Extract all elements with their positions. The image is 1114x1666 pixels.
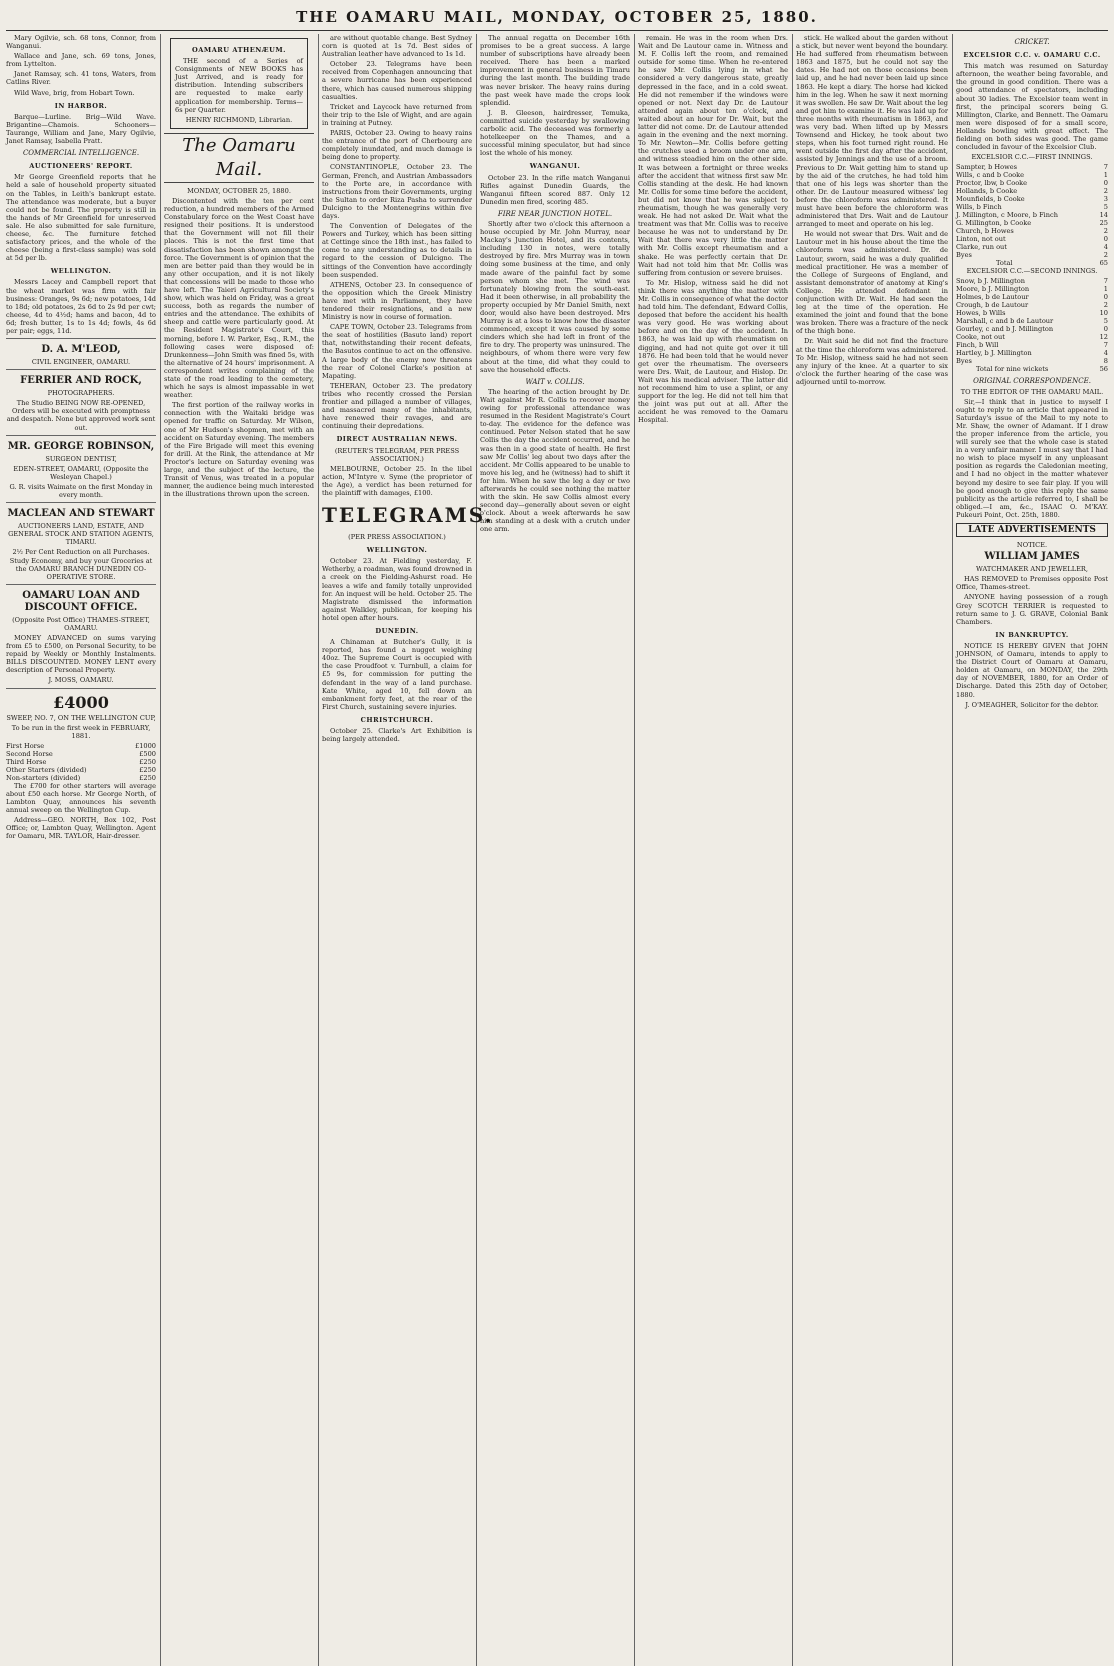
scorecard-heading: EXCELSIOR C.C.—SECOND INNINGS. (966, 267, 1098, 276)
table-row: Mounfields, b Cooke 3 (956, 195, 1108, 204)
commercial-heading: COMMERCIAL INTELLIGENCE. (22, 149, 140, 158)
court-case-report: To Mr. Hislop, witness said he did not think there was anything the matter with Mr. Collis in consequence of what the doctor had told him. The defendant, Edward Collis, deposed that before the accident his health was very good. He was working about before and on the day of the accident. In 1863, he was laid up with rheumatism on digging, and had not quite got over it till 1876. He had been told that he would never get over the rheumatism. The overseers were Drs. Wait, de Lautour, and Hislop. Dr. Wait was his medical adviser. The latter did not recommend him to use a splint, or any support for the leg. He did not tell him that the joint was put out at all. After the accident he was removed to the Oamaru Hospital. (638, 278, 788, 425)
loan-office-name: OAMARU LOAN AND DISCOUNT OFFICE. (22, 589, 140, 613)
christchurch-telegram: October 25. Clarke's Art Exhibition is being largely attended. (322, 727, 472, 744)
cricket-report: This match was resumed on Saturday afternoon, the weather being favorable, and the ground in good condition. There was a good attendance of spectators, including about 30 ladies. The Excelsior team went in first, the principal scorers being G. Millington, Clarke, and Bennett. The Oamaru men were disposed of for a small score, Hollands bowling with great effect. The fielding on both sides was good. The game concluded in favour of the Excelsior Club. (956, 62, 1108, 152)
late-ads-heading: LATE ADVERTISEMENTS (956, 523, 1108, 537)
bankruptcy-signature: J. O'MEAGHER, Solicitor for the debtor. (965, 700, 1099, 709)
column-divider (318, 34, 319, 1666)
table-row: Cooke, not out 12 (956, 333, 1108, 342)
harbour-list: Barque—Lurline. Brig—Wild Wave. Brigantine—Chamois. Schooners—Taurange, William and Jane, Mary Ogilvie, Janet Ramsay, Isabella Pratt. (6, 112, 156, 146)
photographer-ad (6, 369, 156, 431)
table-row: G. Millington, b Cooke 25 (956, 219, 1108, 228)
loan-office-address: (Opposite Post Office) THAMES-STREET, OAMARU. (12, 615, 150, 632)
column-5 (638, 34, 788, 1666)
fire-report: Shortly after two o'clock this afternoon a house occupied by Mr. John Murray, near Mackay's Junction Hotel, and its contents, including 130 in notes, were totally destroyed by fire. Mrs Murray was in town doing some business at the time, and only made aware of the painful fact by some person whom she met. The wind was fortunately blowing from the south-east. Had it been otherwise, in all probability the property occupied by Mr Daniel Smith, next door, would also have been destroyed. Mrs Murray is at a loss to know how the disaster commenced, except it was caused by some cinders which she had left in front of the fire to dry. The property was uninsured. The neighbours, of whom there were very few about at the time, did what they could to save the household effects. (480, 219, 630, 374)
table-row: J. Millington, c Moore, b Finch 14 (956, 211, 1108, 220)
masthead-title: THE OAMARU MAIL, MONDAY, OCTOBER 25, 1880. (296, 8, 818, 26)
dateline: MONDAY, OCTOBER 25, 1880. (187, 186, 291, 195)
direct-news-heading: DIRECT AUSTRALIAN NEWS. (336, 435, 458, 444)
editorial-paragraph: The first portion of the railway works in connection with the Waitaki bridge was opened for traffic on Saturday. Mr Wilson, one of Mr Hudson's shopmen, met with an accident on Saturday evening. The members of the Fire Brigade will meet this evening for drill. At the Rink, the attendance at Mr Proctor's lecture on Saturday evening was large, and the subject of the lecture, the Transit of Venus, was treated in a popular manner, the audience being much interested in the illustrations thrown upon the screen. (164, 401, 314, 499)
athenaeum-signature: HENRY RICHMOND, Librarian. (185, 115, 293, 124)
correspondence-address: TO THE EDITOR OF THE OAMARU MAIL. (960, 387, 1104, 396)
telegrams-heading: TELEGRAMS. (322, 503, 494, 528)
loan-office-body: MONEY ADVANCED on sums varying from £5 to £500, on Personal Security, to be repaid by Weekly or Monthly Instalments. BILLS DISCOUNTED. MONEY LENT every description of Personal Property. (6, 633, 156, 675)
cricket-heading: CRICKET. (1014, 38, 1050, 46)
article-paragraph: J. B. Gleeson, hairdresser, Temuka, committed suicide yesterday by swallowing carbolic acid. The deceased was formerly a hotelkeeper on the Thames, and a successful mining speculator, but had since lost the whole of his money. (480, 108, 630, 158)
photographer-role: PHOTOGRAPHERS. (47, 389, 115, 398)
notice-heading: NOTICE. (1016, 541, 1048, 550)
correspondence-heading: ORIGINAL CORRESPONDENCE. (973, 377, 1091, 386)
engineer-name: D. A. M'LEOD, (41, 344, 121, 356)
table-row: Proctor, lbw, b Cooke 0 (956, 179, 1108, 188)
sweep-subtitle: To be run in the first week in FEBRUARY, 1881. (11, 723, 151, 740)
cable-item: CONSTANTINOPLE, October 23. The German, French, and Austrian Ambassadors to the Porte are, in accordance with instructions from their Governments, urging the Sultan to order Riza Pasha to surrender Dulcigno to the Montenegrins within five days. (322, 163, 472, 220)
athenaeum-body: THE second of a Series of Consignments of NEW BOOKS has Just Arrived, and is ready for distribution. Intending subscribers are requested to make early application for membership. Terms—6s per Quarter. (175, 57, 303, 114)
court-case-report: remain. He was in the room when Drs. Wait and De Lautour came in. Witness and M. F. Collis left the room, and remained outside for some time. When he re-entered he saw Mr. Collis lying in what he considered a very dangerous state, greatly depressed in the face, and in a cold sweat. He did not remember if the windows were opened or not. Next day Dr. de Lautour attended again about ten o'clock, and waited about an hour for Dr. Wait, but the latter did not come. Dr. de Lautour attended again in the evening and the next morning. To Mr. Newton—Mr. Collis before getting the crutches used a broom under one arm, and witness steadied him on the other side. It was between a fortnight or three weeks after the accident that witness first saw Mr. Collis standing at the desk. He had known Mr. Collis for some time before the accident, but did not know that he was subject to rheumatism, though he was generally very weak. He had not asked Dr. Wait what the treatment was that Mr. Collis was to receive because he was not to understand by Dr. Wait that there was very little the matter with Mr. Collis except rheumatism and a shake. He was perfectly certain that Dr. Wait had not told him that Mr. Collis was suffering from contusion or severe bruises. (638, 34, 788, 277)
table-row: Third Horse £250 (6, 757, 156, 766)
shipping-line: Mary Ogilvie, sch. 68 tons, Connor, from Wanganui. (6, 34, 156, 51)
table-row: Finch, b Will 7 (956, 341, 1108, 350)
photographer-name: FERRIER AND ROCK, (20, 375, 142, 387)
dunedin-heading: DUNEDIN. (375, 627, 419, 635)
column-divider (792, 34, 793, 1666)
table-row: Hartley, b J. Millington 4 (956, 349, 1108, 358)
notice-name: WILLIAM JAMES (984, 551, 1080, 563)
wellington-heading: WELLINGTON. (366, 546, 428, 555)
column-7 (956, 34, 1108, 1666)
cable-item: TEHERAN, October 23. The predatory tribes who recently crossed the Persian frontier and pillaged a number of villages, and massacred many of the inhabitants, have renewed their ravages, and are continuing their depredations. (322, 381, 472, 431)
table-row: Holmes, b de Lautour 0 (956, 293, 1108, 302)
article-paragraph: are without quotable change. Best Sydney corn is quoted at 1s 7d. Best sides of Australian leather have advanced to 1s 1d. (322, 34, 472, 59)
court-case-report: He would not swear that Drs. Wait and de Lautour met in his house about the time the chloroform was administered. Dr. de Lautour, sworn, said he was a duly qualified medical practitioner. He was a member of the College of Surgeons of England, and assistant demonstrator of anatomy at King's College. He attended defendant in conjunction with Dr. Wait. He had seen the leg at the time of the operation. He examined the joint and found that the bone was broken. There was a fracture of the neck of the thigh bone. (796, 230, 949, 336)
header-rule (6, 30, 1108, 31)
notice-body: HAS REMOVED to Premises opposite Post Office, Thames-street. (956, 575, 1108, 592)
column-6 (796, 34, 948, 1666)
wanganui-telegram: October 23. In the rifle match Wanganui Rifles against Dunedin Guards, the Wanganui fifteen scored 887. Only 12 Dunedin men fired, scoring 485. (480, 173, 630, 206)
table-row: Crough, b de Lautour 2 (956, 301, 1108, 310)
cable-item: Tricket and Laycock have returned from their trip to the Isle of Wight, and are again in training at Putney. (322, 102, 472, 127)
column-divider (160, 34, 161, 1666)
wellington-telegram: October 23. At Fielding yesterday, F. Wetherby, a roadman, was found drowned in a creek on the Fielding-Ashurst road. He leaves a wife and family totally unprovided for. An inquest will be held. October 25. The Magistrate dismissed the information against Walkley, publican, for keeping his hotel open after hours. (322, 557, 472, 622)
table-row: Sampter, b Howes 7 (956, 163, 1108, 172)
table-row: Church, b Howes 2 (956, 227, 1108, 236)
cable-item: The Convention of Delegates of the Powers and Turkey, which has been sitting at Cettinge since the 18th inst., has failed to come to any understanding as to details in regard to the cession of Dulcigno. The sittings of the Convention have accordingly been suspended. (322, 222, 472, 279)
dentist-note: G. R. visits Waimate on the first Monday in every month. (9, 482, 153, 500)
dentist-role: SURGEON DENTIST, (45, 454, 117, 463)
terrier-notice: ANYONE having possession of a rough Grey SCOTCH TERRIER is requested to return same to J. G. GRAVE, Colonial Bank Chambers. (956, 593, 1108, 626)
shipping-line: Wild Wave, brig, from Hobart Town. (14, 88, 135, 97)
correspondence-letter: Sir,—I think that in justice to myself I ought to reply to an article that appeared in Saturday's issue of the Mail to my note to Mr. Shaw, the owner of Adamant. If I draw the proper inference from the article, you will surely see that the whole case is stated in a very unfair manner. I must say that I had no wish to place myself in any unpleasant position as regards the Caledonian meeting, and I had no object in the matter whatever beyond my desire to see fair play. If you will be good enough to give this reply the same publicity as the article referred to, I shall be obliged.—I am, &c., ISAAC O. M'KAY. Pukeuri Point, Oct. 25th, 1880. (956, 397, 1108, 519)
table-row: Hollands, b Cooke 2 (956, 187, 1108, 196)
auctioneer-note: 2½ Per Cent Reduction on all Purchases. Study Economy, and buy your Groceries at the OAMARU BRANCH DUNEDIN CO-OPERATIVE STORE. (9, 548, 153, 581)
auctioneer-role: AUCTIONEERS LAND, ESTATE, AND GENERAL STOCK AND STATION AGENTS, TIMARU. (8, 522, 154, 547)
table-row: Clarke, run out 4 (956, 243, 1108, 252)
direct-news-item: MELBOURNE, October 25. In the libel action, M'Intyre v. Syme (the proprietor of the Age), a verdict has been returned for the plaintiff with damages, £100. (322, 464, 472, 497)
scorecard-first-innings (956, 163, 1108, 267)
column-4 (480, 34, 630, 1666)
bankruptcy-heading: IN BANKRUPTCY. (995, 630, 1069, 639)
table-row: Second Horse £500 (6, 749, 156, 758)
dentist-name: MR. GEORGE ROBINSON, (7, 440, 155, 452)
engineer-role: CIVIL ENGINEER, OAMARU. (31, 358, 131, 367)
column-divider (634, 34, 635, 1666)
table-row: Byes 2 (956, 251, 1108, 260)
wanganui-heading: WANGANUI. (529, 162, 581, 171)
cable-item: October 23. Telegrams have been received from Copenhagen announcing that a severe hurricane has been experienced there, which has caused numerous shipping casualties. (322, 60, 472, 101)
cable-item: ATHENS, October 23. In consequence of the opposition which the Greek Ministry have met with in Parliament, they have tendered their resignations, and a new Ministry is now in course of formation. (322, 280, 472, 322)
table-row: Byes 8 (956, 357, 1108, 366)
sweep-address: Address—GEO. NORTH, Box 102, Post Office; or, Lambton Quay, Wellington. Agent for Oamaru, MR. TAYLOR, Hair-dresser. (6, 816, 156, 841)
dunedin-telegram: A Chinaman at Butcher's Gully, it is reported, has found a nugget weighing 40oz. The Supreme Court is occupied with the case Proudfoot v. Turnbull, a claim for £5 9s, for commission for putting the defendant in the way of a land purchase. Kate White, aged 10, fell down an embankment forty feet, at the rear of the First Church, sustaining severe injuries. (322, 638, 472, 711)
table-row: Wills, c and b Cooke 1 (956, 171, 1108, 180)
cricket-match-title: EXCELSIOR C.C. v. OAMARU C.C. (963, 51, 1101, 60)
cable-item: PARIS, October 23. Owing to heavy rains the entrance of the port of Cherbourg are completely inundated, and much damage is being done to property. (322, 129, 472, 162)
sweep-title: SWEEP, NO. 7, ON THE WELLINGTON CUP, (6, 713, 156, 722)
column-3 (322, 34, 494, 1666)
direct-news-source: (REUTER'S TELEGRAM, PER PRESS ASSOCIATION.) (334, 446, 460, 463)
table-row: Total for nine wickets 56 (976, 365, 1108, 374)
court-case-report: stick. He walked about the garden without a stick, but never went beyond the boundary. He had suffered from rheumatism between 1863 and 1875, but he could not say the dates. He had not on those occasions been laid up, and he had never been laid up since 1863. He kept a diary. The horse had kicked him in the leg. When he saw it next morning it was swollen. He saw Dr. Wait about the leg and got him to examine it. He was laid up for three months with rheumatism in 1863, and was very bad. When lifted up by Messrs Townsend and Hickey, he took about two steps, when his foot turned right round. He went outside the first day after the accident, assisted by Jennings and the use of a broom. Previous to Dr. Wait getting him to stand up by the aid of the crutches, he had told him that one of his legs was shorter than the other. Dr. de Lautour measured witness' leg before the chloroform was administered. It must have been before the chloroform was administered that Drs. Wait and de Lautour arranged to meet and operate on his leg. (796, 34, 948, 229)
athenaeum-ad (170, 38, 308, 129)
photographer-body: The Studio BEING NOW RE-OPENED, Orders will be executed with promptness and despatch. None but approved work sent out. (6, 399, 156, 432)
table-row: Linton, not out 0 (956, 235, 1108, 244)
fire-heading: FIRE NEAR JUNCTION HOTEL. (497, 209, 613, 218)
article-paragraph: The annual regatta on December 16th promises to be a great success. A large number of subscriptions have already been received. There has been a marked improvement in general business in Timaru during the last month. The building trade was never brisker. The heavy rains during the past week have made the crops look splendid. (480, 34, 630, 107)
table-row: Total 65 (996, 259, 1108, 268)
editorial-paragraph: Discontented with the ten per cent reduction, a hundred members of the Armed Constabulary force on the West Coast have resigned their positions. It is understood that the Government will not fill their places. This is not the first time that dissatisfaction has been shown amongst the force. The Government is of opinion that the men are better paid than they would be in any other occupation, and it is not likely that concessions will be made to those who have left. The Taieri Agricultural Society's show, which was held on Friday, was a great success, both as regards the number of entries and the attendance. The exhibits of sheep and cattle were particularly good. At the Resident Magistrate's Court, this morning, before I. W. Parker, Esq., R.M., the following cases were disposed of: Drunkenness—John Smith was fined 5s, with the alternative of 24 hours' imprisonment. A correspondent writes complaining of the state of the road leading to the cemetery, which he says is almost impassable in wet weather. (164, 196, 314, 400)
table-row: Wills, b Finch 5 (956, 203, 1108, 212)
loan-office-signature: J. MOSS, OAMARU. (48, 676, 114, 685)
harbour-heading: IN HARBOR. (54, 101, 108, 110)
auctioneer-ad (6, 502, 156, 581)
table-row: Snow, b J. Millington 7 (956, 277, 1108, 286)
auctioneers-report: Mr George Greenfield reports that he held a sale of household property situated on the Tables, in Leith's bankrupt estate. The attendance was moderate, but a buyer could not be found. The property is still in the hands of Mr Greenfield for unreserved sale. He also submitted for sale furniture, cheese, &c. The furniture fetched satisfactory prices, and the whole of the cheese (being a first-class sample) was sold at 5d per lb. (6, 173, 156, 263)
sweep-amount: £4000 (53, 692, 109, 712)
table-row: First Horse £1000 (6, 741, 156, 750)
christchurch-heading: CHRISTCHURCH. (360, 715, 434, 724)
table-row: Howes, b Wills 10 (956, 309, 1108, 318)
notice-trade: WATCHMAKER AND JEWELLER, (976, 565, 1088, 574)
column-divider (952, 34, 953, 1666)
table-row: Non-starters (divided) £250 (6, 773, 156, 782)
dentist-address: EDEN-STREET, OAMARU, (Opposite the Wesleyan Chapel.) (13, 464, 149, 481)
engineer-ad (6, 338, 156, 366)
sweep-ad (6, 688, 156, 841)
column-1 (6, 34, 156, 1666)
shipping-line: Janet Ramsay, sch. 41 tons, Waters, from Catlins River. (6, 70, 156, 87)
court-case-report: The hearing of the action brought by Dr. Wait against Mr R. Collis to recover money owing for professional attendance was resumed in the Resident Magistrate's Court to-day. The evidence for the defence was continued. Peter Nelson stated that he saw Collis the day the accident occurred, and he was then in a good state of health. He first saw Mr Collis' leg about two days after the accident. Mr Collis appeared to be unable to move his leg, and he (witness) had to shift it for him. When he saw the leg a day or two afterwards he could see nothing the matter with the skin. He saw Collis almost every second day—generally about seven or eight o'clock. About a week afterwards he saw him standing at a desk with a crutch under one arm. (480, 387, 630, 534)
table-row: Gourley, c and b J. Millington 0 (956, 325, 1108, 334)
court-case-heading: WAIT v. COLLIS. (525, 377, 585, 386)
wellington-heading: WELLINGTON. (50, 267, 112, 276)
loan-office-ad (6, 584, 156, 685)
sweep-note: The £700 for other starters will average about £50 each horse. Mr George North, of Lambton Quay, announces his seventh annual sweep on the Wellington Cup. (6, 781, 156, 815)
table-row: Moore, b J. Millington 1 (956, 285, 1108, 294)
scorecard-heading: EXCELSIOR C.C.—FIRST INNINGS. (971, 153, 1093, 162)
newspaper-flag: The Oamaru Mail. (164, 133, 314, 183)
auctioneer-name: MACLEAN AND STEWART (7, 508, 155, 520)
scorecard-second-innings (956, 277, 1108, 373)
sweep-prize-table (6, 742, 156, 782)
court-case-report: Dr. Wait said he did not find the fracture at the time the chloroform was administered. To Mr. Hislop, witness said he had not seen any injury of the knee. At a quarter to six o'clock the further hearing of the case was adjourned until to-morrow. (796, 337, 948, 386)
table-row: Other Starters (divided) £250 (6, 765, 156, 774)
page-header (0, 0, 1114, 32)
auctioneers-heading: AUCTIONEERS' REPORT. (29, 162, 133, 171)
shipping-line: Wallace and Jane, sch. 69 tons, Jones, from Lyttelton. (6, 52, 156, 69)
table-row: Marshall, c and b de Lautour 5 (956, 317, 1108, 326)
wellington-report: Messrs Lacey and Campbell report that the wheat market was firm with fair business: Oranges, 9s 6d; new potatoes, 14d to 18d; old potatoes, 2s 6d to 2s 9d per cwt; cheese, 4d to 4½d; hams and bacon, 4d to 6d; fresh butter, 1s to 1s 4d; fowls, 4s 6d per pair; eggs, 11d. (6, 278, 156, 335)
dentist-ad (6, 435, 156, 499)
cable-item: CAPE TOWN, October 23. Telegrams from the seat of hostilities (Basuto land) report that, notwithstanding their recent defeats, the Basutos continue to act on the offensive. A large body of the enemy now threatens the rear of Colonel Clarke's position at Mapating. (322, 323, 472, 380)
athenaeum-heading: OAMARU ATHENÆUM. (192, 46, 286, 54)
bankruptcy-notice: NOTICE IS HEREBY GIVEN that JOHN JOHNSON, of Oamaru, intends to apply to the District Court of Oamaru at Oamaru, holden at Oamaru, on MONDAY, the 29th day of NOVEMBER, 1880, for an Order of Discharge. Dated this 25th day of October, 1880. (956, 641, 1108, 699)
column-divider (476, 34, 477, 1666)
telegrams-source: (PER PRESS ASSOCIATION.) (348, 533, 446, 542)
column-2 (164, 34, 314, 1666)
